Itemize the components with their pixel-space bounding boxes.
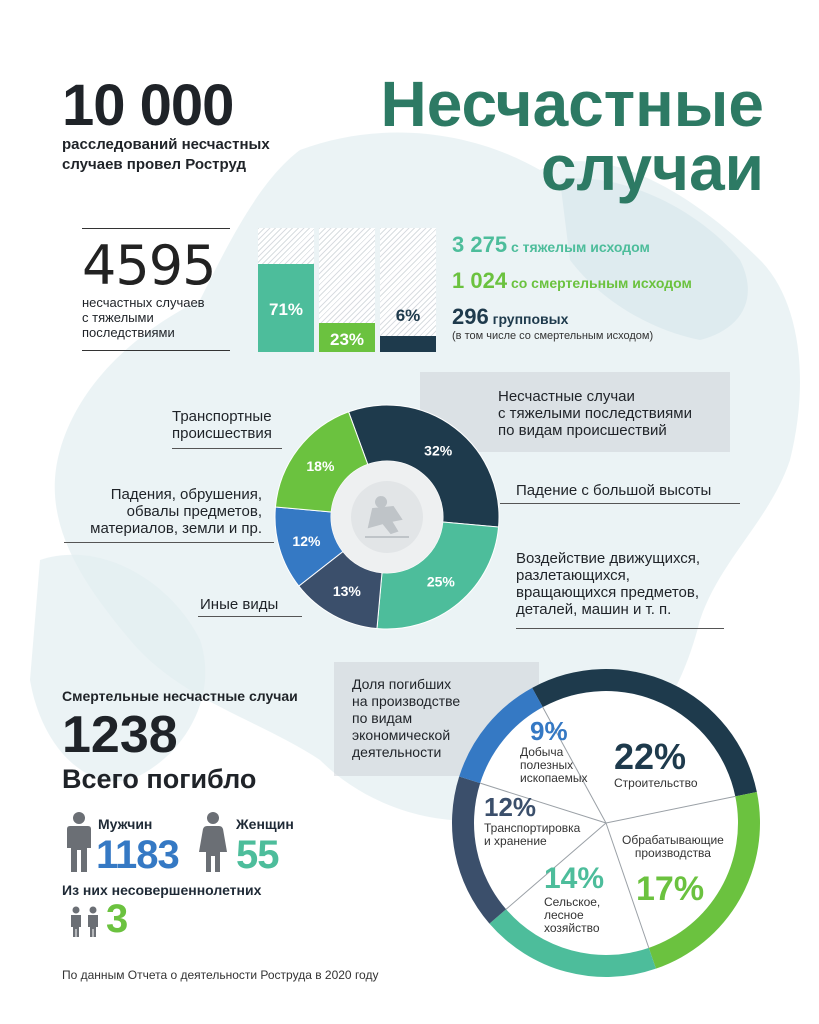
industry-caption-line5: деятельности [352, 744, 442, 760]
industry-manufacturing-value: 17% [636, 870, 705, 908]
label-moving-line3: вращающихся предметов, [516, 584, 699, 601]
stat-group-number: 296 [452, 304, 489, 329]
fatal-heading: Смертельные несчастные случаи [62, 688, 298, 704]
label-falls-line3: материалов, земли и пр. [90, 520, 262, 537]
industry-transport-line1: Транспортировка [484, 821, 581, 835]
investigations-number: 10 000 [62, 73, 234, 138]
incident-slice-label: 32% [424, 442, 453, 459]
label-transport-line2: происшествия [172, 425, 272, 442]
incident-slice-label: 18% [306, 457, 335, 474]
industry-mining-line1: Добыча [520, 745, 564, 759]
minors-label: Из них несовершеннолетних [62, 882, 262, 898]
label-moving-line1: Воздействие движущихся, [516, 550, 701, 567]
label-falls-line1: Падения, обрушения, [110, 486, 262, 503]
stat-group-text: групповых [492, 311, 569, 327]
severe-number: 4595 [82, 234, 216, 297]
men-number: 1183 [96, 833, 179, 877]
industry-transport-line2: и хранение [484, 834, 547, 848]
investigations-text-line2: случаев провел Роструд [62, 156, 246, 173]
incident-slice-label: 12% [292, 532, 321, 549]
industry-mining-name [520, 746, 587, 785]
bar-label: 23% [329, 329, 365, 349]
incident-slice-label: 25% [426, 573, 455, 590]
industry-agriculture-line3: хозяйство [544, 921, 600, 935]
industry-manufacturing-name [622, 834, 724, 860]
fatal-total: 1238 [62, 706, 178, 764]
footer-source: По данным Отчета о деятельности Роструда в 2020 году [62, 968, 379, 982]
label-falls-line2: обвалы предметов, [126, 503, 262, 520]
men-label: Мужчин [98, 816, 153, 832]
industry-caption-line2: на производстве [352, 693, 461, 709]
industry-transport-value: 12% [484, 792, 537, 822]
minors-number: 3 [106, 897, 128, 941]
industry-manufacturing-line1: Обрабатывающие [622, 833, 724, 847]
incident-caption-line1: Несчастные случаи [498, 388, 635, 405]
stat-heavy-text: с тяжелым исходом [510, 239, 650, 255]
stat-fatal-text: со смертельным исходом [510, 275, 692, 291]
page-title-line1: Несчастные [380, 68, 764, 140]
stat-group-note: (в том числе со смертельным исходом) [452, 330, 654, 342]
incident-caption-line2: с тяжелыми последствиями [498, 405, 692, 422]
industry-caption-line4: экономической [352, 727, 451, 743]
women-number: 55 [236, 833, 279, 877]
industry-agriculture-line1: Сельское, [544, 895, 601, 909]
industry-construction-value: 22% [614, 736, 687, 777]
industry-manufacturing-line2: производства [634, 846, 711, 860]
page-title-line2: случаи [540, 132, 764, 204]
industry-agriculture-line2: лесное [544, 908, 584, 922]
industry-caption-line3: по видам [352, 710, 413, 726]
incident-slice-label: 13% [332, 582, 361, 599]
industry-mining-value: 9% [530, 716, 568, 746]
label-other-text: Иные виды [200, 596, 279, 613]
label-height-fall-text: Падение с большой высоты [516, 482, 712, 499]
bar-label: 6% [395, 305, 421, 325]
industry-agriculture-name [544, 896, 600, 935]
industry-mining-line2: полезных [520, 758, 574, 772]
bar-label: 71% [268, 299, 304, 319]
industry-construction-name: Строительство [614, 776, 698, 790]
stat-fatal-number: 1 024 [452, 268, 508, 293]
incident-caption-line3: по видам происшествий [498, 422, 667, 439]
label-moving-line2: разлетающихся, [516, 567, 630, 584]
fatal-total-text: Всего погибло [62, 764, 257, 794]
industry-caption-line1: Доля погибших [352, 676, 452, 692]
severe-text-line2: с тяжелыми [82, 310, 154, 325]
severe-text-line1: несчастных случаев [82, 295, 205, 310]
label-moving-line4: деталей, машин и т. п. [516, 601, 672, 618]
women-label: Женщин [236, 816, 294, 832]
severe-text-line3: последствиями [82, 325, 175, 340]
industry-transport-name [484, 822, 580, 848]
investigations-text-line1: расследований несчастных [62, 136, 270, 153]
label-transport-line1: Транспортные [172, 408, 272, 425]
industry-mining-line3: ископаемых [520, 771, 588, 785]
industry-agriculture-value: 14% [544, 862, 605, 895]
stat-heavy-number: 3 275 [452, 232, 508, 257]
